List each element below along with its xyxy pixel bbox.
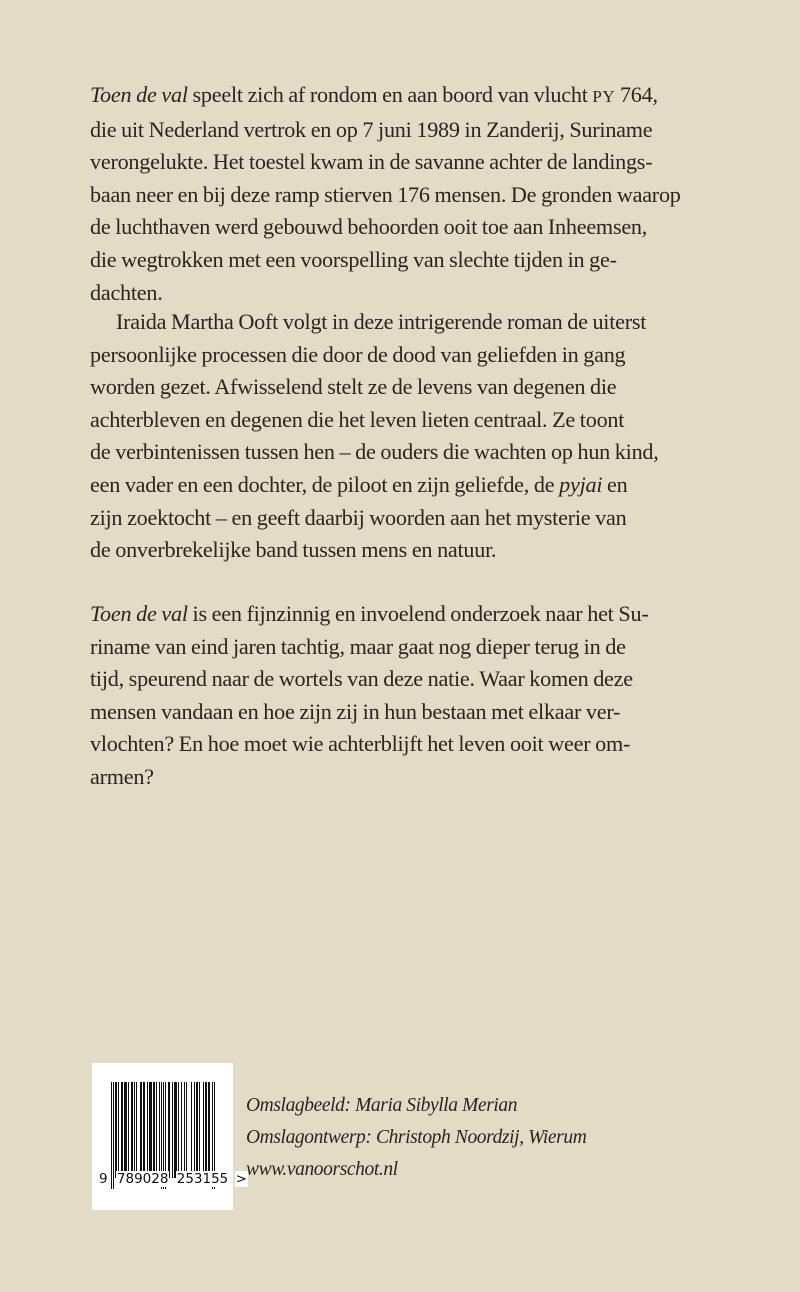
barcode-bar xyxy=(199,1082,200,1178)
barcode-bar xyxy=(131,1082,133,1178)
barcode-bar xyxy=(128,1082,129,1178)
barcode-bar xyxy=(159,1082,160,1178)
barcode-bar xyxy=(208,1082,210,1178)
barcode-bar xyxy=(178,1082,179,1178)
blurb-line: armen? xyxy=(90,763,154,789)
blurb-line: die wegtrokken met een voorspelling van slechte tijden in ge- xyxy=(90,246,617,272)
barcode-bar xyxy=(118,1082,119,1178)
barcode-bar xyxy=(191,1082,192,1178)
barcode-bar xyxy=(205,1082,207,1178)
book-title-italic: Toen de val xyxy=(90,82,188,107)
blurb-line: baan neer en bij deze ramp stierven 176 mensen. De gronden waarop xyxy=(90,181,681,207)
blurb-line: tijd, speurend naar de wortels van deze natie. Waar komen deze xyxy=(90,666,633,692)
barcode-bar xyxy=(174,1082,177,1178)
barcode-bar xyxy=(149,1082,152,1178)
blurb-line: zijn zoektocht – en geeft daarbij woorden aan het mysterie van xyxy=(90,504,627,530)
barcode-bar xyxy=(124,1082,127,1178)
barcode-bar xyxy=(153,1082,155,1178)
blurb-line: de luchthaven werd gebouwd behoorden ooit toe aan Inheemsen, xyxy=(90,214,648,240)
barcode-bar xyxy=(147,1082,148,1178)
barcode-bar xyxy=(203,1082,204,1178)
barcode-digits: 9 789028 253155 > xyxy=(99,1171,247,1187)
cover-credits xyxy=(246,1090,586,1186)
italic-term: pyjai xyxy=(559,471,603,497)
isbn-barcode xyxy=(92,1063,247,1210)
cover-design-credit: Omslagontwerp: Christoph Noordzij, Wierum xyxy=(246,1127,587,1148)
barcode-bar xyxy=(143,1082,144,1178)
barcode-bar xyxy=(184,1082,185,1178)
barcode-bar xyxy=(196,1082,198,1178)
flight-code: PY xyxy=(592,87,616,106)
blurb-paragraph-2 xyxy=(90,306,730,567)
blurb-line: mensen vandaan en hoe zijn zij in hun bestaan met elkaar ver- xyxy=(90,698,621,724)
blurb-line: de verbintenissen tussen hen – de ouders die wachten op hun kind, xyxy=(90,439,659,465)
barcode-bar xyxy=(168,1082,170,1178)
blurb-line: die uit Nederland vertrok en op 7 juni 1989 in Zanderij, Suriname xyxy=(90,116,653,142)
blurb-paragraph-3 xyxy=(90,598,730,794)
barcode-bar xyxy=(156,1082,157,1178)
blurb-line: persoonlijke processen die door de dood van geliefden in gang xyxy=(90,341,626,367)
barcode-bar xyxy=(172,1082,173,1178)
barcode-bar xyxy=(181,1082,182,1178)
blurb-line: Iraida Martha Ooft volgt in deze intrigerende roman de uiterst xyxy=(116,309,647,334)
barcode-bar xyxy=(186,1082,187,1178)
barcode-bar xyxy=(121,1082,122,1178)
barcode-bar xyxy=(194,1082,195,1178)
publisher-website: www.vanoorschot.nl xyxy=(246,1159,398,1180)
blurb-line: riname van eind jaren tachtig, maar gaat nog dieper terug in de xyxy=(90,633,626,659)
cover-image-credit: Omslagbeeld: Maria Sibylla Merian xyxy=(246,1095,518,1116)
blurb-paragraph-1 xyxy=(90,79,730,309)
blurb-line: vlochten? En hoe moet wie achterblijft het leven ooit weer om- xyxy=(90,731,631,757)
blurb-line: worden gezet. Afwisselend stelt ze de levens van degenen die xyxy=(90,374,617,400)
blurb-line: Toen de val is een fijnzinnig en invoelend onderzoek naar het Su- xyxy=(90,601,649,626)
barcode-bar xyxy=(140,1082,142,1178)
blurb-line: achterbleven en degenen die het leven lieten centraal. Ze toont xyxy=(90,406,625,432)
book-title-italic: Toen de val xyxy=(90,601,188,626)
barcode-bar xyxy=(115,1082,117,1178)
blurb-line: Toen de val speelt zich af rondom en aan boord van vlucht PY 764, xyxy=(90,82,658,107)
blurb-line: een vader en een dochter, de piloot en zijn geliefde, de pyjai en xyxy=(90,471,628,497)
blurb-line: verongelukte. Het toestel kwam in de savanne achter de landings- xyxy=(90,149,653,175)
barcode-bar xyxy=(136,1082,137,1178)
blurb-line: dachten. xyxy=(90,279,163,305)
barcode-bar xyxy=(134,1082,135,1178)
blurb-line: de onverbrekelijke band tussen mens en natuur. xyxy=(90,537,497,563)
